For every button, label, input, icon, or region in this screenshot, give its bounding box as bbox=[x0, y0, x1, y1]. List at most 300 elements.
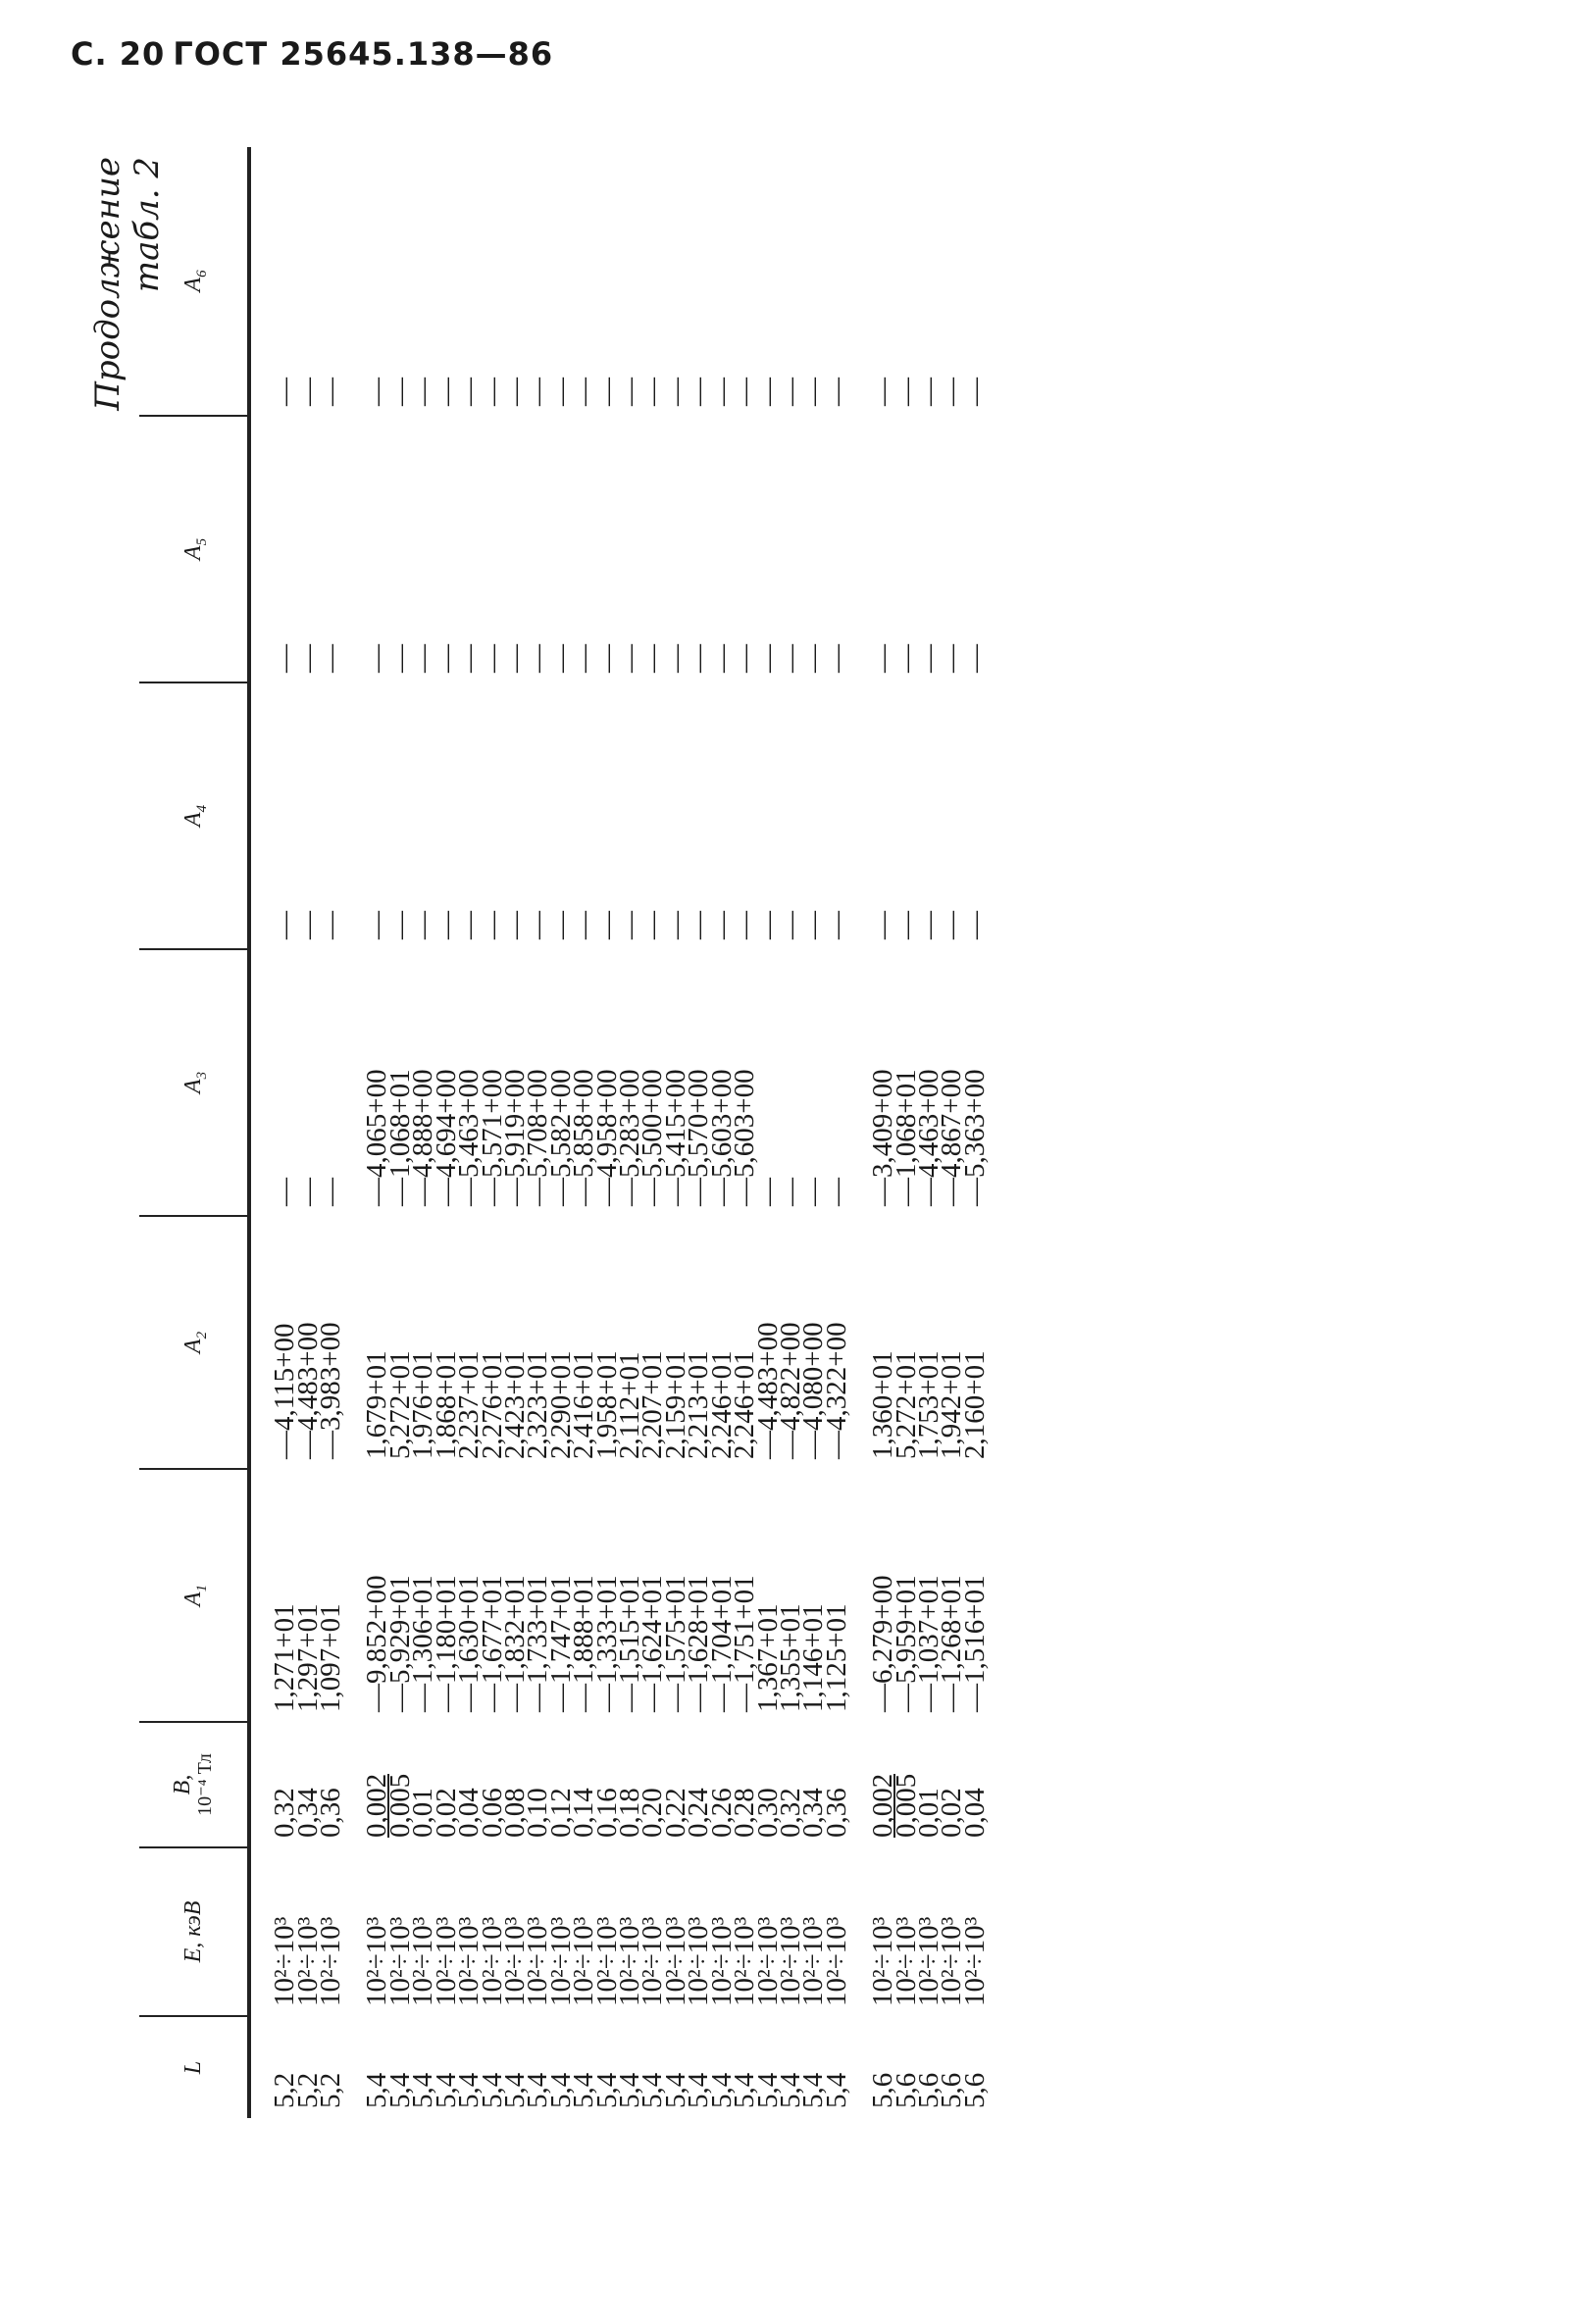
cell-value: 10²÷10³ bbox=[936, 1916, 968, 2006]
cell-a5 bbox=[590, 416, 623, 682]
cell-a5 bbox=[774, 416, 806, 682]
cell-a6 bbox=[522, 147, 554, 416]
cell-value: 5,4 bbox=[705, 2072, 738, 2108]
cell-value: 10²÷10³ bbox=[705, 1916, 738, 2006]
cell-a4 bbox=[614, 682, 646, 949]
cell-a5 bbox=[430, 416, 462, 682]
cell-value: 5,4 bbox=[590, 2072, 623, 2108]
cell-value: 2,423+01 bbox=[499, 1350, 532, 1459]
cell-a6 bbox=[774, 147, 806, 416]
cell-value: — bbox=[751, 1178, 784, 1206]
cell-a4 bbox=[683, 682, 715, 949]
cell-a6 bbox=[936, 147, 968, 416]
cell-value: — bbox=[453, 911, 485, 939]
cell-value: —1,751+01 bbox=[729, 1575, 761, 1712]
cell-value: — bbox=[751, 378, 784, 406]
cell-value: 0,32 bbox=[774, 1788, 806, 1838]
rotated-table-block bbox=[86, 147, 1342, 2118]
cell-value: — bbox=[958, 378, 991, 406]
cell-value: 10²÷10³ bbox=[430, 1916, 462, 2006]
cell-a6 bbox=[315, 147, 347, 416]
col-header-A4: $A_4$ bbox=[139, 682, 249, 949]
cell-value: — bbox=[453, 378, 485, 406]
cell-value: — bbox=[407, 644, 439, 673]
cell-value: —1,832+01 bbox=[499, 1575, 532, 1712]
cell-value: 2,213+01 bbox=[683, 1350, 715, 1459]
cell-value: — bbox=[384, 378, 416, 406]
cell-a5 bbox=[797, 416, 830, 682]
cell-a4 bbox=[705, 682, 738, 949]
cell-value: 0,08 bbox=[499, 1788, 532, 1838]
cell-a2 bbox=[958, 1216, 991, 1469]
cell-value: — bbox=[499, 378, 532, 406]
cell-value: 0,34 bbox=[797, 1788, 830, 1838]
cell-value: 10²÷10³ bbox=[361, 1916, 393, 2006]
cell-value: —1,333+01 bbox=[590, 1575, 623, 1712]
cell-value: 5,6 bbox=[958, 2072, 991, 2108]
cell-a4 bbox=[384, 682, 416, 949]
cell-a6 bbox=[614, 147, 646, 416]
cell-value: — bbox=[774, 644, 806, 673]
cell-value: 1,679+01 bbox=[361, 1350, 393, 1459]
cell-value: —4,483+00 bbox=[751, 1322, 784, 1459]
cell-value: 5,4 bbox=[407, 2072, 439, 2108]
cell-b bbox=[315, 1722, 347, 1847]
cell-value: —1,180+01 bbox=[430, 1575, 462, 1712]
cell-value: 5,272+01 bbox=[890, 1350, 922, 1459]
cell-value: 0,01 bbox=[912, 1788, 944, 1838]
cell-value: 10²÷10³ bbox=[315, 1916, 347, 2006]
cell-value: 5,4 bbox=[637, 2072, 669, 2108]
cell-value: 0,10 bbox=[522, 1788, 554, 1838]
cell-value: —4,065+00 bbox=[361, 1069, 393, 1206]
cell-value: — bbox=[476, 644, 508, 673]
cell-a3 bbox=[797, 949, 830, 1216]
cell-a4 bbox=[269, 682, 301, 949]
cell-value: — bbox=[291, 911, 324, 939]
cell-a1 bbox=[315, 1469, 347, 1722]
standard-designation: ГОСТ 25645.138—86 bbox=[173, 35, 554, 73]
cell-value: 0,02 bbox=[430, 1788, 462, 1838]
cell-value: 5,4 bbox=[568, 2072, 600, 2108]
cell-a5 bbox=[291, 416, 324, 682]
cell-value: —5,500+00 bbox=[637, 1069, 669, 1206]
cell-value: —1,630+01 bbox=[453, 1575, 485, 1712]
cell-value: —5,415+00 bbox=[659, 1069, 691, 1206]
cell-value: —1,704+01 bbox=[705, 1575, 738, 1712]
cell-b bbox=[820, 1722, 852, 1847]
cell-a6 bbox=[361, 147, 393, 416]
cell-a3 bbox=[729, 949, 761, 1216]
cell-a5 bbox=[936, 416, 968, 682]
cell-value: —5,929+01 bbox=[384, 1575, 416, 1712]
cell-value: —1,515+01 bbox=[614, 1575, 646, 1712]
cell-a5 bbox=[614, 416, 646, 682]
cell-value: — bbox=[544, 911, 577, 939]
cell-value: —1,624+01 bbox=[637, 1575, 669, 1712]
cell-value: — bbox=[291, 644, 324, 673]
cell-l bbox=[958, 2016, 991, 2118]
cell-value: —1,516+01 bbox=[958, 1575, 991, 1712]
cell-a4 bbox=[890, 682, 922, 949]
cell-value: 0,26 bbox=[705, 1788, 738, 1838]
cell-value: —1,037+01 bbox=[912, 1575, 944, 1712]
cell-value: — bbox=[705, 911, 738, 939]
cell-value: — bbox=[774, 378, 806, 406]
cell-a4 bbox=[291, 682, 324, 949]
cell-a3 bbox=[820, 949, 852, 1216]
table-header-row bbox=[139, 147, 249, 2118]
cell-value: —5,283+00 bbox=[614, 1069, 646, 1206]
cell-value: — bbox=[890, 644, 922, 673]
cell-value: 10²÷10³ bbox=[522, 1916, 554, 2006]
cell-value: 5,4 bbox=[384, 2072, 416, 2108]
col-header-E: E, кэВ bbox=[139, 1847, 249, 2016]
cell-value: 0,14 bbox=[568, 1788, 600, 1838]
page-header bbox=[71, 35, 553, 73]
cell-value: 0,005 bbox=[890, 1773, 922, 1838]
cell-value: — bbox=[522, 911, 554, 939]
cell-value: — bbox=[614, 644, 646, 673]
cell-value: 5,4 bbox=[659, 2072, 691, 2108]
cell-a6 bbox=[430, 147, 462, 416]
cell-a4 bbox=[453, 682, 485, 949]
cell-value: — bbox=[315, 644, 347, 673]
cell-value: — bbox=[544, 378, 577, 406]
cell-a4 bbox=[958, 682, 991, 949]
cell-value: — bbox=[407, 911, 439, 939]
cell-a4 bbox=[820, 682, 852, 949]
cell-a4 bbox=[751, 682, 784, 949]
cell-value: 1,271+01 bbox=[269, 1603, 301, 1712]
cell-a5 bbox=[637, 416, 669, 682]
cell-value: 0,04 bbox=[453, 1788, 485, 1838]
cell-value: — bbox=[499, 911, 532, 939]
cell-value: 0,002 bbox=[361, 1773, 392, 1838]
cell-value: 10²÷10³ bbox=[958, 1916, 991, 2006]
cell-value: —5,603+00 bbox=[729, 1069, 761, 1206]
cell-a5 bbox=[820, 416, 852, 682]
cell-a4 bbox=[361, 682, 393, 949]
cell-value: 1,097+01 bbox=[315, 1603, 347, 1712]
cell-a5 bbox=[361, 416, 393, 682]
cell-value: — bbox=[315, 1178, 347, 1206]
cell-value: 2,159+01 bbox=[659, 1350, 691, 1459]
cell-a5 bbox=[407, 416, 439, 682]
cell-value: — bbox=[797, 911, 830, 939]
cell-value: 0,04 bbox=[958, 1788, 991, 1838]
cell-value: — bbox=[269, 1178, 301, 1206]
cell-value: —4,822+00 bbox=[774, 1322, 806, 1459]
col-header-L: L bbox=[139, 2016, 249, 2118]
cell-a6 bbox=[637, 147, 669, 416]
cell-value: — bbox=[384, 644, 416, 673]
cell-a5 bbox=[384, 416, 416, 682]
cell-a6 bbox=[499, 147, 532, 416]
cell-value: —5,959+01 bbox=[890, 1575, 922, 1712]
cell-value: — bbox=[705, 378, 738, 406]
cell-value: 5,4 bbox=[453, 2072, 485, 2108]
cell-value: 5,4 bbox=[361, 2072, 393, 2108]
cell-value: — bbox=[430, 378, 462, 406]
cell-a6 bbox=[476, 147, 508, 416]
cell-value: — bbox=[522, 378, 554, 406]
cell-value: 1,367+01 bbox=[751, 1603, 784, 1712]
cell-value: —1,888+01 bbox=[568, 1575, 600, 1712]
cell-value: 2,290+01 bbox=[544, 1350, 577, 1459]
cell-value: — bbox=[430, 644, 462, 673]
cell-a6 bbox=[590, 147, 623, 416]
cell-value: — bbox=[912, 378, 944, 406]
cell-a4 bbox=[499, 682, 532, 949]
cell-a6 bbox=[384, 147, 416, 416]
cell-value: —1,068+01 bbox=[384, 1069, 416, 1206]
cell-value: 10²÷10³ bbox=[683, 1916, 715, 2006]
cell-value: 5,4 bbox=[820, 2072, 852, 2108]
cell-value: — bbox=[729, 378, 761, 406]
cell-value: 1,753+01 bbox=[912, 1350, 944, 1459]
cell-value: 1,942+01 bbox=[936, 1350, 968, 1459]
cell-e bbox=[958, 1847, 991, 2016]
cell-value: 2,112+01 bbox=[614, 1351, 646, 1459]
cell-value: 5,4 bbox=[774, 2072, 806, 2108]
cell-value: 10²÷10³ bbox=[820, 1916, 852, 2006]
data-table bbox=[139, 147, 991, 2118]
cell-value: 5,6 bbox=[936, 2072, 968, 2108]
cell-value: — bbox=[291, 378, 324, 406]
cell-value: 2,323+01 bbox=[522, 1350, 554, 1459]
cell-a6 bbox=[568, 147, 600, 416]
cell-a6 bbox=[820, 147, 852, 416]
cell-value: 1,146+01 bbox=[797, 1603, 830, 1712]
cell-value: — bbox=[705, 644, 738, 673]
cell-value: 10²÷10³ bbox=[407, 1916, 439, 2006]
cell-value: —1,068+01 bbox=[890, 1069, 922, 1206]
cell-value: —4,322+00 bbox=[820, 1322, 852, 1459]
cell-a5 bbox=[476, 416, 508, 682]
cell-value: — bbox=[614, 378, 646, 406]
cell-value: 5,4 bbox=[683, 2072, 715, 2108]
cell-a6 bbox=[544, 147, 577, 416]
cell-a5 bbox=[522, 416, 554, 682]
cell-value: — bbox=[315, 378, 347, 406]
cell-value: 5,4 bbox=[751, 2072, 784, 2108]
cell-value: — bbox=[590, 644, 623, 673]
cell-a3 bbox=[269, 949, 301, 1216]
cell-value: — bbox=[315, 911, 347, 939]
cell-value: 1,958+01 bbox=[590, 1350, 623, 1459]
cell-value: —4,694+00 bbox=[430, 1069, 462, 1206]
cell-a6 bbox=[866, 147, 898, 416]
cell-value: 0,18 bbox=[614, 1788, 646, 1838]
cell-value: 0,06 bbox=[476, 1788, 508, 1838]
cell-value: —1,677+01 bbox=[476, 1575, 508, 1712]
cell-value: 5,4 bbox=[476, 2072, 508, 2108]
cell-value: —1,733+01 bbox=[522, 1575, 554, 1712]
cell-a6 bbox=[407, 147, 439, 416]
cell-value: 0,36 bbox=[315, 1788, 347, 1838]
cell-value: 2,207+01 bbox=[637, 1350, 669, 1459]
cell-value: 1,868+01 bbox=[430, 1350, 462, 1459]
cell-value: — bbox=[453, 644, 485, 673]
cell-value: 2,246+01 bbox=[729, 1350, 761, 1459]
cell-value: 0,20 bbox=[637, 1788, 669, 1838]
cell-value: —5,463+00 bbox=[453, 1069, 485, 1206]
cell-value: — bbox=[590, 378, 623, 406]
cell-a5 bbox=[705, 416, 738, 682]
table-row bbox=[964, 147, 987, 2118]
cell-value: — bbox=[820, 644, 852, 673]
cell-value: — bbox=[522, 644, 554, 673]
cell-value: 10²÷10³ bbox=[269, 1916, 301, 2006]
cell-value: 0,28 bbox=[729, 1788, 761, 1838]
cell-value: 5,4 bbox=[797, 2072, 830, 2108]
cell-value: —1,628+01 bbox=[683, 1575, 715, 1712]
cell-a4 bbox=[522, 682, 554, 949]
cell-a4 bbox=[430, 682, 462, 949]
cell-a4 bbox=[797, 682, 830, 949]
cell-value: —1,575+01 bbox=[659, 1575, 691, 1712]
cell-value: — bbox=[269, 911, 301, 939]
cell-a4 bbox=[936, 682, 968, 949]
cell-a6 bbox=[912, 147, 944, 416]
cell-value: — bbox=[797, 378, 830, 406]
cell-value: — bbox=[476, 378, 508, 406]
cell-value: — bbox=[797, 644, 830, 673]
cell-value: — bbox=[430, 911, 462, 939]
cell-value: —4,867+00 bbox=[936, 1069, 968, 1206]
cell-value: 5,4 bbox=[522, 2072, 554, 2108]
cell-value: 0,22 bbox=[659, 1788, 691, 1838]
cell-value: — bbox=[683, 911, 715, 939]
cell-value: — bbox=[890, 378, 922, 406]
cell-value: 0,01 bbox=[407, 1788, 439, 1838]
col-header-A2: $A_2$ bbox=[139, 1216, 249, 1469]
cell-l bbox=[315, 2016, 347, 2118]
cell-value: —5,570+00 bbox=[683, 1069, 715, 1206]
cell-value: — bbox=[751, 644, 784, 673]
cell-value: 10²÷10³ bbox=[453, 1916, 485, 2006]
page-number: С. 20 bbox=[71, 35, 166, 73]
cell-value: —1,747+01 bbox=[544, 1575, 577, 1712]
cell-value: —5,858+00 bbox=[568, 1069, 600, 1206]
cell-value: — bbox=[568, 911, 600, 939]
cell-a4 bbox=[476, 682, 508, 949]
cell-a6 bbox=[797, 147, 830, 416]
cell-value: — bbox=[291, 1178, 324, 1206]
cell-value: —5,708+00 bbox=[522, 1069, 554, 1206]
cell-value: — bbox=[936, 911, 968, 939]
cell-a4 bbox=[729, 682, 761, 949]
cell-value: 5,4 bbox=[499, 2072, 532, 2108]
cell-a5 bbox=[729, 416, 761, 682]
cell-value: 5,6 bbox=[912, 2072, 944, 2108]
cell-value: 10²÷10³ bbox=[729, 1916, 761, 2006]
cell-value: —3,409+00 bbox=[866, 1069, 898, 1206]
cell-value: — bbox=[637, 644, 669, 673]
cell-a4 bbox=[912, 682, 944, 949]
cell-b bbox=[958, 1722, 991, 1847]
cell-value: 10²÷10³ bbox=[476, 1916, 508, 2006]
table-body bbox=[249, 147, 991, 2118]
cell-value: 5,4 bbox=[614, 2072, 646, 2108]
cell-a1 bbox=[820, 1469, 852, 1722]
cell-value: 10²÷10³ bbox=[499, 1916, 532, 2006]
cell-value: 1,125+01 bbox=[820, 1603, 852, 1712]
cell-value: 10²÷10³ bbox=[659, 1916, 691, 2006]
cell-a6 bbox=[453, 147, 485, 416]
cell-a6 bbox=[958, 147, 991, 416]
cell-a6 bbox=[890, 147, 922, 416]
cell-value: — bbox=[890, 911, 922, 939]
cell-value: — bbox=[544, 644, 577, 673]
cell-value: 5,2 bbox=[315, 2072, 347, 2108]
cell-value: 0,34 bbox=[291, 1788, 324, 1838]
cell-a4 bbox=[637, 682, 669, 949]
cell-value: 2,276+01 bbox=[476, 1350, 508, 1459]
cell-a6 bbox=[659, 147, 691, 416]
cell-value: — bbox=[912, 911, 944, 939]
cell-a4 bbox=[407, 682, 439, 949]
cell-value: 5,4 bbox=[544, 2072, 577, 2108]
cell-a3 bbox=[291, 949, 324, 1216]
cell-value: 2,237+01 bbox=[453, 1350, 485, 1459]
cell-value: — bbox=[269, 644, 301, 673]
cell-value: —5,571+00 bbox=[476, 1069, 508, 1206]
cell-a6 bbox=[683, 147, 715, 416]
cell-a5 bbox=[683, 416, 715, 682]
cell-value: —4,483+00 bbox=[291, 1322, 324, 1459]
cell-value: — bbox=[361, 911, 393, 939]
col-header-A3: $A_3$ bbox=[139, 949, 249, 1216]
cell-a4 bbox=[774, 682, 806, 949]
cell-value: 0,16 bbox=[590, 1788, 623, 1838]
table-row bbox=[320, 147, 342, 2118]
cell-a4 bbox=[659, 682, 691, 949]
cell-value: —4,958+00 bbox=[590, 1069, 623, 1206]
cell-value: 1,360+01 bbox=[866, 1350, 898, 1459]
cell-value: 10²÷10³ bbox=[544, 1916, 577, 2006]
cell-value: — bbox=[637, 378, 669, 406]
cell-value: 10²÷10³ bbox=[291, 1916, 324, 2006]
cell-value: 5,4 bbox=[430, 2072, 462, 2108]
cell-value: — bbox=[912, 644, 944, 673]
col-header-A1: $A_1$ bbox=[139, 1469, 249, 1722]
cell-value: —6,279+00 bbox=[866, 1575, 898, 1712]
cell-value: — bbox=[361, 644, 393, 673]
cell-value: — bbox=[659, 644, 691, 673]
cell-a5 bbox=[890, 416, 922, 682]
cell-e bbox=[820, 1847, 852, 2016]
cell-a3 bbox=[315, 949, 347, 1216]
cell-value: —1,268+01 bbox=[936, 1575, 968, 1712]
cell-value: 0,30 bbox=[751, 1788, 784, 1838]
cell-value: —5,603+00 bbox=[705, 1069, 738, 1206]
cell-value: — bbox=[866, 644, 898, 673]
cell-value: 1,297+01 bbox=[291, 1603, 324, 1712]
cell-value: 0,02 bbox=[936, 1788, 968, 1838]
cell-a5 bbox=[866, 416, 898, 682]
cell-value: — bbox=[269, 378, 301, 406]
cell-value: 1,355+01 bbox=[774, 1603, 806, 1712]
cell-value: — bbox=[683, 644, 715, 673]
cell-value: — bbox=[590, 911, 623, 939]
cell-value: 5,272+01 bbox=[384, 1350, 416, 1459]
cell-value: — bbox=[797, 1178, 830, 1206]
cell-value: — bbox=[407, 378, 439, 406]
cell-a5 bbox=[269, 416, 301, 682]
cell-value: 0,36 bbox=[820, 1788, 852, 1838]
